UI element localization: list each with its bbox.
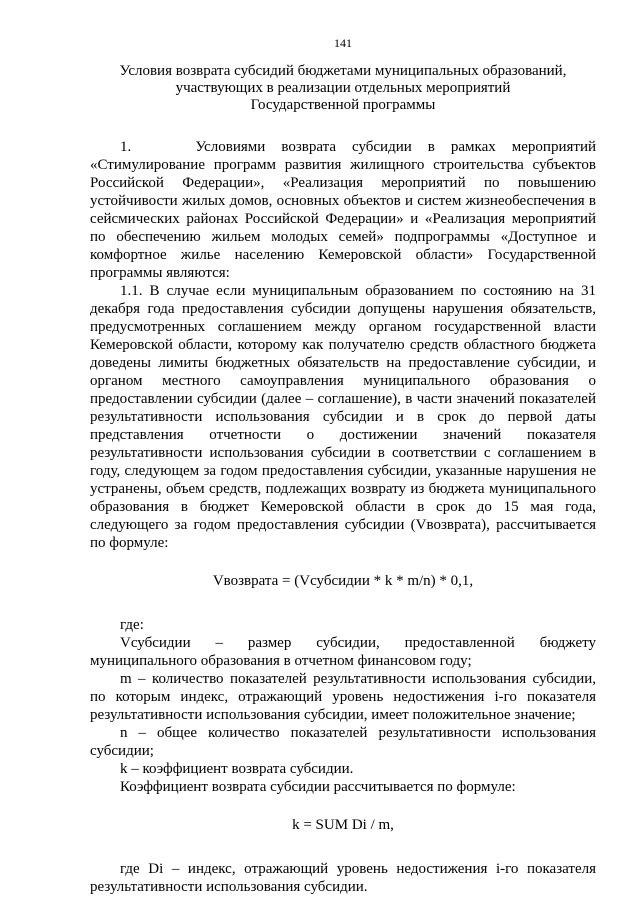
where-label: где: bbox=[120, 617, 144, 633]
definition-n: n – общее количество показателей результативности использования субсидии; bbox=[90, 725, 596, 759]
title-line: Условия возврата субсидий бюджетами муниципальных образований, bbox=[119, 63, 567, 79]
definition-v-subsidy: Vсубсидии – размер субсидии, предоставленной бюджету муниципального образования в отчетном финансовом году; bbox=[90, 635, 596, 669]
return-formula: Vвозврата = (Vсубсидии * k * m/n) * 0,1, bbox=[212, 573, 474, 589]
page-number: 141 bbox=[334, 36, 352, 50]
definition-k: k – коэффициент возврата субсидии. bbox=[120, 761, 354, 777]
title-line: участвующих в реализации отдельных мероприятий bbox=[175, 80, 511, 96]
coefficient-intro: Коэффициент возврата субсидии рассчитывается по формуле: bbox=[120, 779, 516, 795]
paragraph-1: 1. Условиями возврата субсидии в рамках мероприятий «Стимулирование программ развития жилищного строительства субъектов Российской Федерации», «Реализация мероприятий по повышению устойчивости жилых домов, основных объектов и систем жизнеобеспечения в сейсмических районах Российской Федерации» и «Реализация мероприятий по обеспечению жильем молодых семей» подпрограммы «Доступное и комфортное жилье населению Кемеровской области» Государственной программы являются: bbox=[90, 139, 596, 281]
paragraph-1-1: 1.1. В случае если муниципальным образованием по состоянию на 31 декабря года предоставления субсидии допущены нарушения обязательств, предусмотренных соглашением между органом государственной власти Кемеровской области, которому как получателю средств областного бюджета доведены лимиты бюджетных обязательств на предоставление субсидии, и органом местного самоуправления муниципального образования о предоставлении субсидии (далее – соглашение), в части значений показателей результативности использования субсидии и в срок до первой даты представления отчетности о достижении значений показателя результативности использования субсидии в соответствии с соглашением в году, следующем за годом предоставления субсидии, указанные нарушения не устранены, объем средств, подлежащих возврату из бюджета муниципального образования в бюджет Кемеровской области в срок до 15 мая года, следующего за годом предоставления субсидии (Vвозврата), рассчитывается по формуле: bbox=[90, 283, 596, 551]
coefficient-formula: k = SUM Di / m, bbox=[292, 817, 394, 833]
definition-m: m – количество показателей результативности использования субсидии, по которым индекс, отражающий уровень недостижения i-го показателя результативности использования субсидии, имеет положительное значение; bbox=[90, 671, 596, 723]
title-line: Государственной программы bbox=[250, 97, 436, 113]
definition-di: где Di – индекс, отражающий уровень недостижения i-го показателя результативности использования субсидии. bbox=[90, 861, 596, 895]
document-page bbox=[90, 36, 596, 896]
document-title bbox=[90, 63, 596, 114]
